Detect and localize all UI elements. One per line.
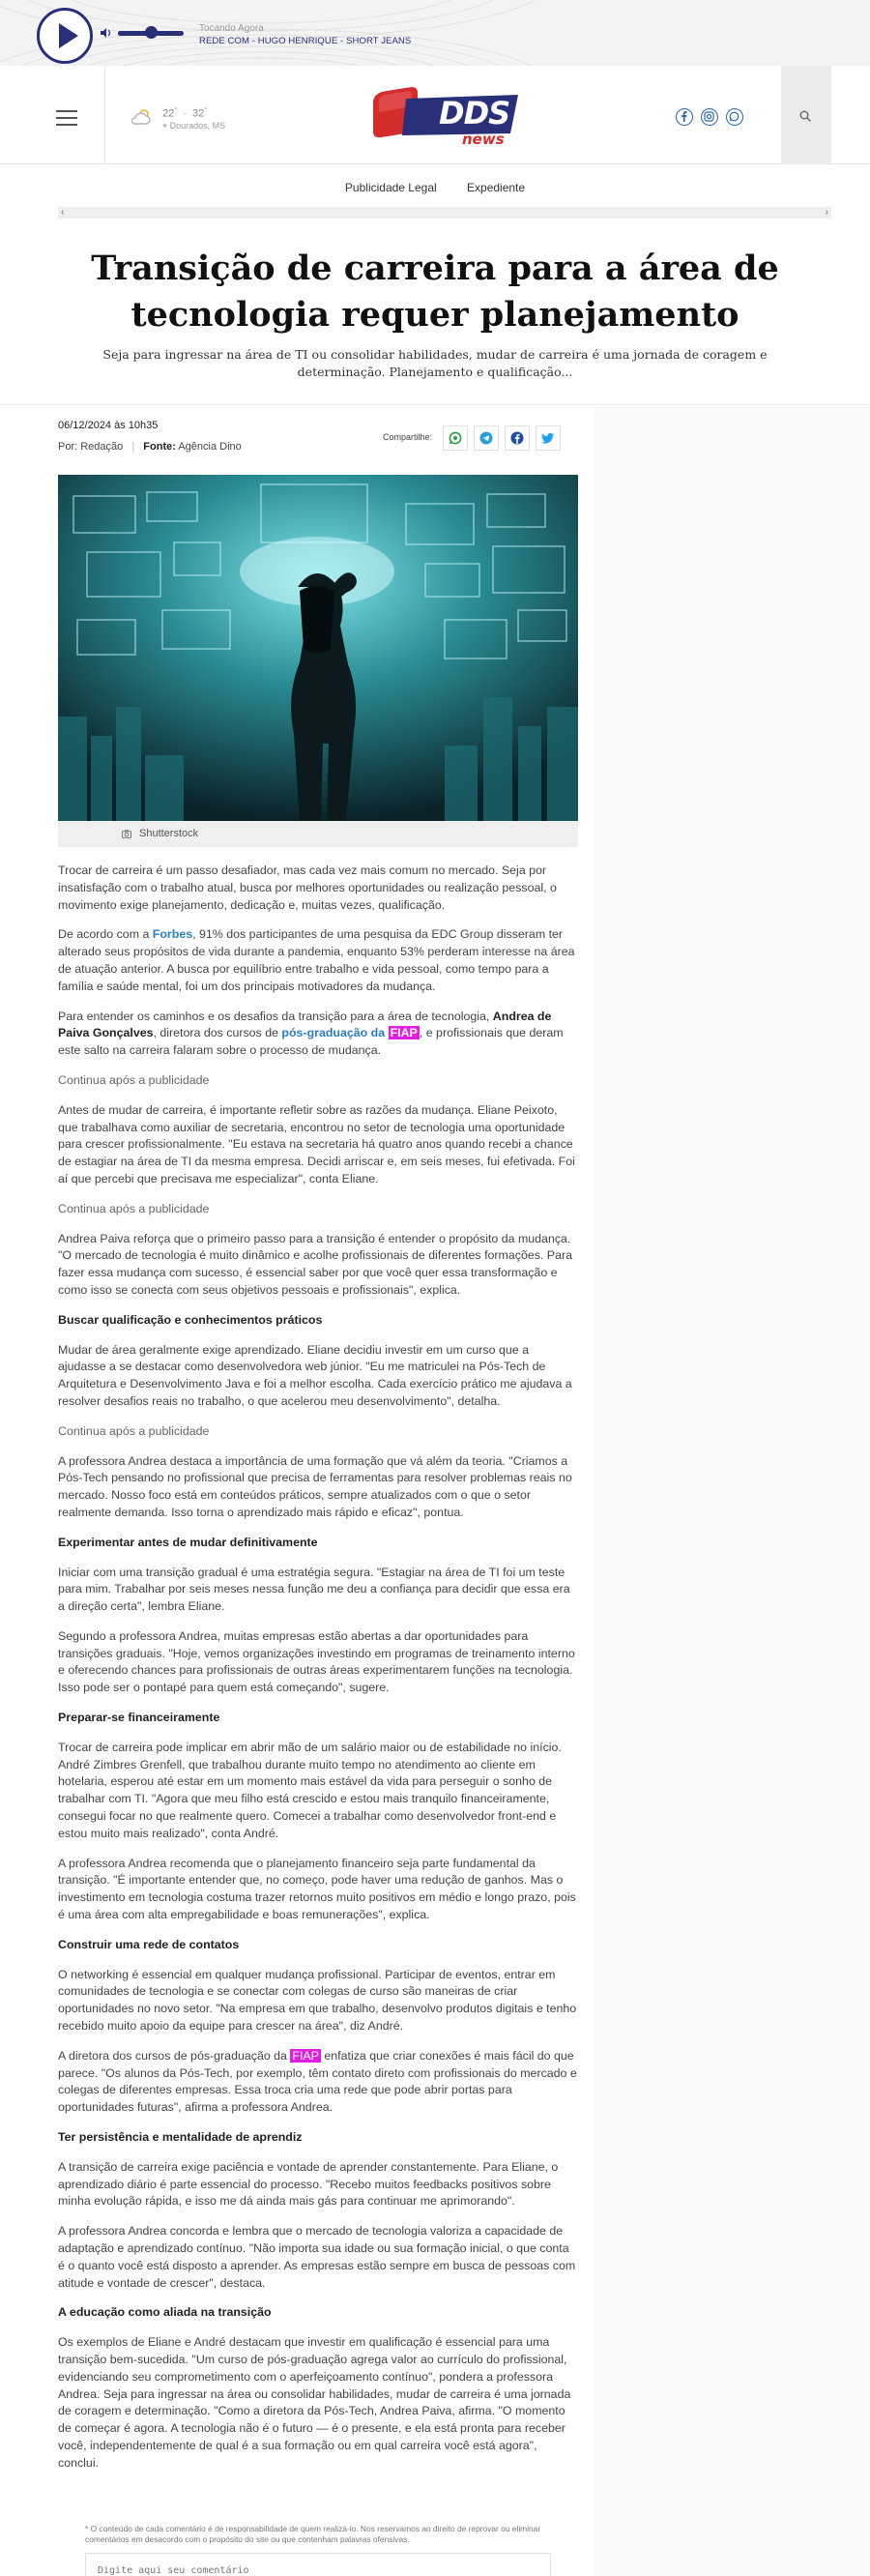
paragraph: Trocar de carreira é um passo desafiador, mas cada vez mais comum no mercado. Seja por insatisfação com o trabalho atual, busca por melhores oportunidades ou realização pessoal, o movimento exige planejamento, dedicação e, muitas vezes, qualificação. — [58, 864, 557, 912]
paragraph: A diretora dos cursos de pós-graduação da FIAP enfatiza que criar conexões é mais fácil do que parece. "Os alunos da Pós-Tech, por exemplo, têm contato direto com profissionais do mercado e colegas de diferentes empresas. Essa troca cria uma rede que pode abrir portas para oportunidades futuras", afirma a professora Andrea. — [58, 2048, 577, 2115]
weather-city: ⌖ Dourados, MS — [162, 121, 226, 131]
logo-wordmark: DDS — [439, 95, 510, 132]
section-heading: Preparar-se financeiramente — [58, 1711, 220, 1725]
paragraph: A transição de carreira exige paciência e vontade de aprender constantemente. Para Eliane, o aprendizado diário é parte essencial do processo. "Recebo muitos feedbacks positivos sobre minha evolução rápida, e isso me dá ainda mais gás para continuar me aprimorando". — [58, 2159, 559, 2209]
telegram-icon — [479, 431, 493, 445]
section-heading: A educação como aliada na transição — [58, 2305, 272, 2320]
weather-temperatures: 22° - 32° — [162, 107, 208, 120]
temp-min: 22 — [162, 107, 175, 120]
temp-max: 32 — [191, 107, 205, 120]
whatsapp-icon[interactable] — [726, 108, 743, 126]
weather-cloud-icon — [130, 108, 153, 126]
now-playing-label: Tocando Agora — [199, 23, 264, 34]
sidebar-area — [594, 406, 870, 2576]
now-playing-track: REDE COM - HUGO HENRIQUE - SHORT JEANS — [199, 36, 412, 46]
article-subtitle: Seja para ingressar na área de TI ou consolidar habilidades, mudar de carreira é uma jornada de coragem e determinação. Planejamento e qualificação... — [102, 347, 768, 379]
scroll-right-button[interactable]: › — [825, 207, 828, 218]
ad-placeholder-label: Continua após a publicidade — [58, 1201, 210, 1215]
paragraph: Trocar de carreira pode implicar em abrir mão de um salário maior ou de estabilidade no início. André Zimbres Grenfell, que trabalhou durante muito tempo no atendimento ao cliente em hotelaria, esperou até estar em um momento mais estável da vida para perseguir o sonho de trabalhar com TI. "Agora que meu filho está crescido e estou mais tranquilo financeiramente, consegui focar no que realmente quero. Comecei a trabalhar como desenvolvedor front-end e estou muito mais realizado", conta André. — [58, 1740, 562, 1840]
ad-placeholder-label: Continua após a publicidade — [58, 1072, 210, 1087]
section-heading: Buscar qualificação e conhecimentos práticos — [58, 1312, 323, 1327]
article-body — [58, 863, 578, 2485]
paragraph: A professora Andrea concorda e lembra que o mercado de tecnologia valoriza a capacidade de adaptação e aprendizado contínuo. "Não importa sua idade ou sua formação inicial, o que conta é o quanto você está disposto a aprender. As empresas estão sempre em busca de pessoas com atitude e vontade de crescer", destaca. — [58, 2224, 576, 2290]
paragraph: Mudar de área geralmente exige aprendizado. Eliane decidiu investir em um curso que a ajudasse a se destacar como desenvolvedora web júnior. "Eu me matriculei na Pós-Tech de Arquitetura e Desenvolvimento Java e foi a melhor escolha. Cada exercício prático me ajudava a resolver desafios reais no trabalho, o que acelerou meu desenvolvimento", detalha. — [58, 1342, 572, 1408]
share-twitter-button[interactable] — [536, 425, 561, 451]
radio-player-bar — [0, 0, 870, 66]
byline: Por: Redação | Fonte: Agência Dino — [58, 441, 242, 453]
paragraph: De acordo com a Forbes, 91% dos participantes de uma pesquisa da EDC Group disseram ter alterado seus propósitos de vida durante a pandemia, enquanto 53% perderam interesse na área de atuação anterior. A busca por equilíbrio entre trabalho e vida pessoal, como tempo para a família e saúde mental, foi um dos principais motivadores da mudança. — [58, 927, 575, 993]
paragraph: Antes de mudar de carreira, é importante refletir sobre as razões da mudança. Eliane Peixoto, que trabalhava como auxiliar de secretaria, encontrou no setor de tecnologia uma oportunidade para crescer profissionalmente. "Eu estava na secretaria há quatro anos quando recebi a chance de estagiar na área de TI da mesma empresa. Decidi arriscar e, em seis meses, fui efetivada. Foi aí que percebi que precisava me especializar", conta Eliane. — [58, 1102, 575, 1186]
nav-item-expediente[interactable]: Expediente — [467, 181, 526, 194]
publish-date: 06/12/2024 às 10h35 — [58, 420, 159, 431]
secondary-nav — [0, 176, 870, 199]
section-heading: Construir uma rede de contatos — [58, 1937, 240, 1951]
logo-news-label: news — [462, 131, 505, 148]
scroll-left-button[interactable]: ‹ — [61, 207, 65, 218]
paragraph: O networking é essencial em qualquer mudança profissional. Participar de eventos, entrar em comunidades de tecnologia e se conectar com colegas de curso são maneiras de criar oportunidades no novo setor. "Na empresa em que trabalho, desenvolvo produtos digitais e tenho recebido muito apoio da equipe para crescer na área", diz André. — [58, 1967, 577, 2034]
facebook-icon[interactable] — [676, 108, 693, 126]
paragraph: Iniciar com uma transição gradual é uma estratégia segura. "Estagiar na área de TI foi um teste para mim. Trabalhar por seis meses nessa função me deu a confiança para decidir que essa era a direção certa", lembra Eliane. — [58, 1565, 570, 1614]
ad-placeholder-label: Continua após a publicidade — [58, 1423, 210, 1438]
paragraph: Segundo a professora Andrea, muitas empresas estão abertas a dar oportunidades para transições graduais. "Hoje, vemos organizações investindo em programas de treinamento interno e oferecendo chances para profissionais de outras áreas experimentarem funções na tecnologia. Isso pode ser o pontapé para quem está começando", sugere. — [58, 1628, 575, 1695]
paragraph: Andrea Paiva reforça que o primeiro passo para a transição é entender o propósito da mudança. "O mercado de tecnologia é muito dinâmico e acolhe profissionais de diferentes formações. Para fazer essa mudança com sucesso, é essencial saber por que você quer essa transformação e como isso se conecta com seus objetivos pessoais e profissionais", explica. — [58, 1231, 572, 1297]
section-heading: Experimentar antes de mudar definitivamente — [58, 1535, 318, 1549]
paragraph: Os exemplos de Eliane e André destacam que investir em qualificação é essencial para uma transição bem-sucedida. "Um curso de pós-graduação agrega valor ao currículo do profissional, evidenciando seu comprometimento com o aperfeiçoamento contínuo", pondera a professora Andrea. Seja para ingressar na área ou consolidar habilidades, mudar de carreira é uma jornada de coragem e determinação. "Como a diretora da Pós-Tech, Andrea Paiva, afirma. "O momento de começar é agora. A tecnologia não é o futuro — é o presente, e ela está pronta para receber você, independentemente de qual é a sua formação ou em qual carreira você está agora", conclui. — [58, 2335, 571, 2470]
site-header — [0, 66, 870, 164]
comment-box — [85, 2553, 551, 2576]
volume-slider-handle[interactable] — [145, 26, 158, 39]
share-facebook-button[interactable] — [505, 425, 530, 451]
article-hero-image — [58, 475, 578, 821]
search-icon — [799, 110, 811, 122]
share-whatsapp-button[interactable] — [443, 425, 468, 451]
forbes-link[interactable]: Forbes — [152, 927, 193, 942]
section-heading: Ter persistência e mentalidade de aprendiz — [58, 2130, 303, 2145]
image-caption: Shutterstock — [58, 821, 578, 847]
menu-icon[interactable] — [56, 110, 77, 126]
divider — [0, 404, 870, 405]
comments-disclaimer: * O conteúdo de cada comentário é de responsabilidade de quem realizá-lo. Nos reservamos ao direito de reprovar ou eliminar comentários em desacordo com o propósito do site ou que contenham palavras ofensivas. — [85, 2524, 541, 2544]
share-telegram-button[interactable] — [474, 425, 499, 451]
paragraph: A professora Andrea destaca a importância de uma formação que vá além da teoria. "Criamos a Pós-Tech pensando no profissional que precisa de ferramentas para resolver problemas reais no mercado. Nosso foco está em conteúdos práticos, sempre atualizados com o que o setor realmente demanda. Isso torna o aprendizado mais rápido e eficaz", pontua. — [58, 1453, 572, 1519]
nav-scroll-strip — [58, 207, 831, 219]
nav-item-publicidade-legal[interactable]: Publicidade Legal — [344, 181, 437, 194]
pos-graduacao-link[interactable]: pós-graduação da FIAP — [281, 1026, 418, 1040]
instagram-icon[interactable] — [701, 108, 718, 126]
comment-input[interactable] — [86, 2554, 550, 2576]
source: Agência Dino — [178, 441, 242, 453]
facebook-icon — [510, 431, 524, 445]
search-button[interactable] — [781, 66, 831, 164]
play-button[interactable] — [37, 8, 93, 64]
volume-icon[interactable] — [101, 28, 112, 38]
article-title: Transição de carreira para a área de tecnologia requer planejamento — [91, 249, 779, 335]
paragraph: Para entender os caminhos e os desafios da transição para a área de tecnologia, Andrea de Paiva Gonçalves, diretora dos cursos de pós-graduação da FIAP , e profissionais que deram este salto na carreira falaram sobre o processo de mudança. — [58, 1009, 564, 1058]
camera-icon — [122, 830, 131, 838]
twitter-icon — [541, 431, 555, 445]
paragraph: A professora Andrea recomenda que o planejamento financeiro seja parte fundamental da transição. "É importante entender que, no começo, pode haver uma redução de ganhos. Mas o investimento em tecnologia costuma trazer retornos muito positivos em médio e longo prazo, pois é uma área com alta empregabilidade e boas remunerações", explica. — [58, 1856, 576, 1922]
share-label: Compartilhe: — [383, 432, 433, 442]
whatsapp-icon — [449, 431, 462, 445]
author: Redação — [80, 441, 124, 453]
header-divider — [104, 66, 105, 164]
